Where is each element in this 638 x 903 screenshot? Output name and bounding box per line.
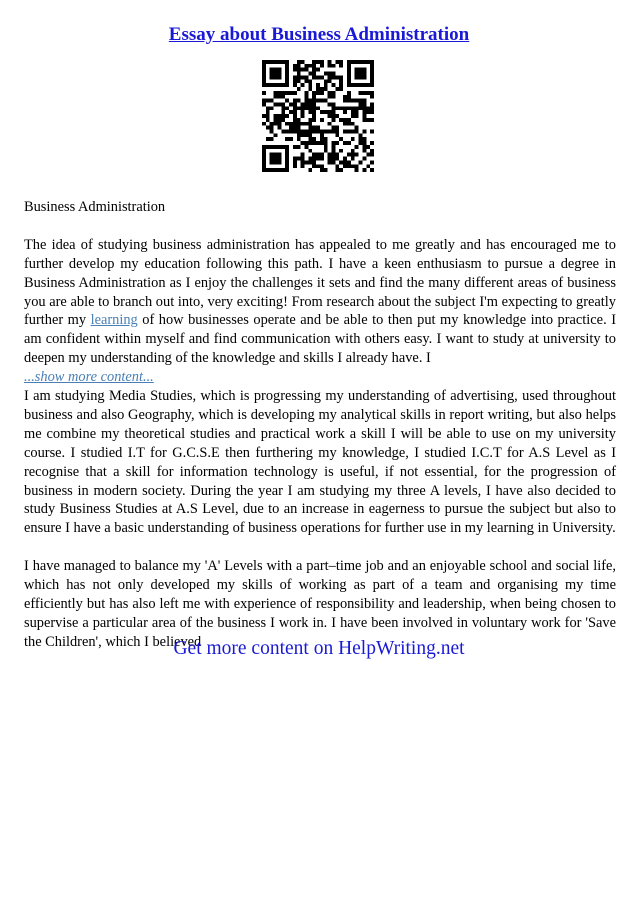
paragraph-2: I am studying Media Studies, which is progressing my understanding of advertising, used throughout business and also Geography, which is developing my analytical skills in report writing, but also helps me combine my theoretical studies and practical work a skill I will be able to use on my university course. I studied I.T for G.C.S.E then furthering my knowledge, I studied I.C.T for A.S Level as I recognise that a skill for information technology is useful, if not essential, for the progression of business in modern society. During the year I am studying my three A levels, I have also decided to study Business Studies at A.S Level, due to an increase in eagerness to pursue the subject but also to ensure I have a basic understanding of business operations for further use in my learning in University. (24, 388, 616, 537)
qr-code-graphic (262, 60, 374, 172)
document-title (0, 24, 638, 46)
learning-link[interactable]: learning (90, 312, 138, 329)
paragraph-3: I have managed to balance my 'A' Levels with a part–time job and an enjoyable school and social life, which has not only developed my skills of working as part of a team and organising my time efficiently but has also left me with experience of responsibility and leadership, when being chosen to supervise a particular area of the business I work in. I have been involved in voluntary work for 'Save the Children', which I believed (24, 558, 616, 650)
essay-body (24, 198, 616, 652)
show-more-link[interactable]: ...show more content... (24, 369, 154, 386)
title-link[interactable]: Essay about Business Administration (168, 24, 470, 45)
get-more-content-link[interactable]: Get more content on HelpWriting.net (173, 638, 465, 659)
section-heading: Business Administration (24, 199, 166, 215)
paragraph-1-text-a: The idea of studying business administration has appealed to me greatly and has encouraged me to further develop my education following this path. I have a keen enthusiasm to pursue a degree in Business Administration as I enjoy the challenges it sets and find the many different areas of business you are able to branch out into, very exciting! From research about the subject I'm expecting to greatly further my (24, 236, 616, 329)
paragraph-1 (24, 236, 616, 387)
qr-code-icon (262, 60, 374, 172)
cta-line (0, 637, 638, 661)
paragraph-1-text-b: of how businesses operate and be able to then put my knowledge into practice. I am confident within myself and find communication with others easy. I want to study at university to deepen my understanding of the knowledge and skills I already have. I (24, 312, 616, 367)
